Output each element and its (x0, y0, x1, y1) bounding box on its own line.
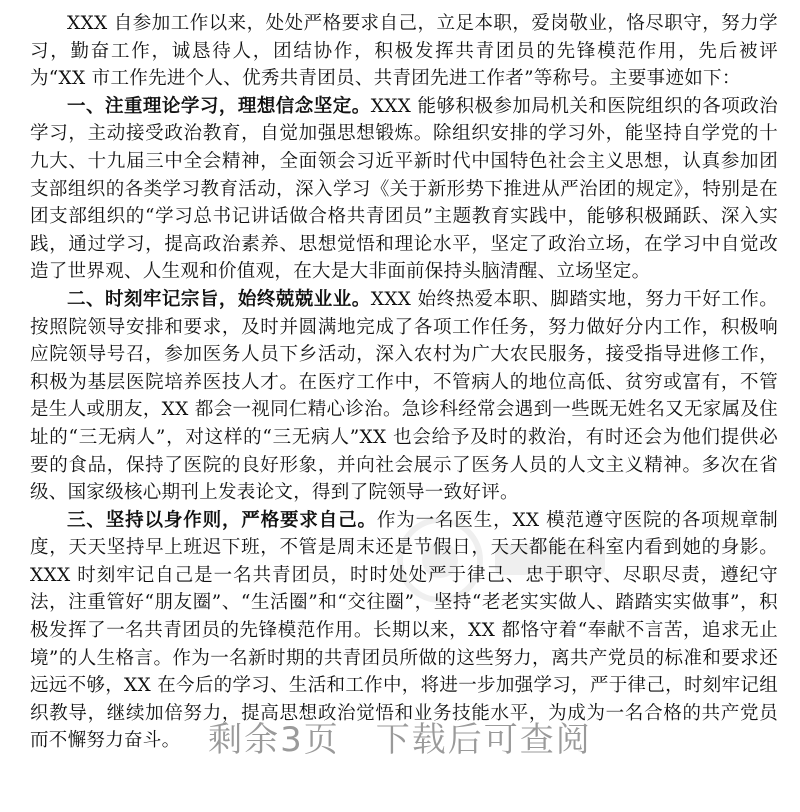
section-2-body: XXX 始终热爱本职、脚踏实地，努力干好工作。按照院领导安排和要求，及时并圆满地完成了各项工作任务，努力做好分内工作，积极响应院领导号召，参加医务人员下乡活动，深入农村为广大农民服务，接受指导进修工作，积极为基层医院培养医技人才。在医疗工作中，不管病人的地位高低、贫穷或富有，不管是生人或朋友，XX 都会一视同仁精心诊治。急诊科经常会遇到一些既无姓名又无家属及住址的“三无病人”，对这样的“三无病人”XX 也会给予及时的救治，有时还会为他们提供必要的食品，保持了医院的良好形象，并向社会展示了医务人员的人文主义精神。多次在省级、国家级核心期刊上发表论文，得到了院领导一致好评。 (30, 288, 778, 504)
intro-paragraph: XXX 自参加工作以来，处处严格要求自己，立足本职，爱岗敬业，恪尽职守，努力学习，勤奋工作，诚恳待人，团结协作，积极发挥共青团员的先锋模范作用，先后被评为“XX 市工作先进个人、优秀共青团员、共青团先进工作者”等称号。主要事迹如下： (30, 13, 778, 90)
section-3-heading: 三、坚持以身作则，严格要求自己。 (67, 509, 377, 531)
section-1-heading: 一、注重理论学习，理想信念坚定。 (67, 95, 371, 117)
section-1-body: XXX 能够积极参加局机关和医院组织的各项政治学习，主动接受政治教育，自觉加强思想锻炼。除组织安排的学习外，能坚持自学党的十九大、十九届三中全会精神，全面领会习近平新时代中国特色社会主义思想，认真参加团支部组织的各类学习教育活动，深入学习《关于新形势下推进从严治团的规定》，特别是在团支部组织的“学习总书记讲话做合格共青团员”主题教育实践中，能够积极踊跃、深入实践，通过学习，提高政治素养、思想觉悟和理论水平，坚定了政治立场，在学习中自觉改造了世界观、人生观和价值观，在大是大非面前保持头脑清醒、立场坚定。 (30, 95, 778, 283)
section-3-body: 作为一名医生，XX 模范遵守医院的各项规章制度，天天坚持早上班迟下班，不管是周末还是节假日，天天都能在科室内看到她的身影。XXX 时刻牢记自己是一名共青团员，时时处处严于律己、忠于职守、尽职尽责，遵纪守法，注重管好“朋友圈”、“生活圈”和“交往圈”，坚持“老老实实做人、踏踏实实做事”，积极发挥了一名共青团员的先锋模范作用。长期以来，XX 都恪守着“奉献不言苦，追求无止境”的人生格言。作为一名新时期的共青团员所做的这些努力，离共产党员的标准和要求还远远不够，XX 在今后的学习、生活和工作中，将进一步加强学习，严于律己，时刻牢记组织教导，继续加倍努力，提高思想政治觉悟和业务技能水平，为成为一名合格的共产党员而不懈努力奋斗。 (30, 509, 778, 752)
section-2-paragraph (30, 286, 778, 507)
section-1-paragraph (30, 93, 778, 286)
remaining-pages-notice[interactable]: 剩余3页 下载后可查阅 (208, 720, 592, 760)
document-body (30, 10, 778, 755)
section-2-heading: 二、时刻牢记宗旨，始终兢兢业业。 (67, 288, 371, 310)
